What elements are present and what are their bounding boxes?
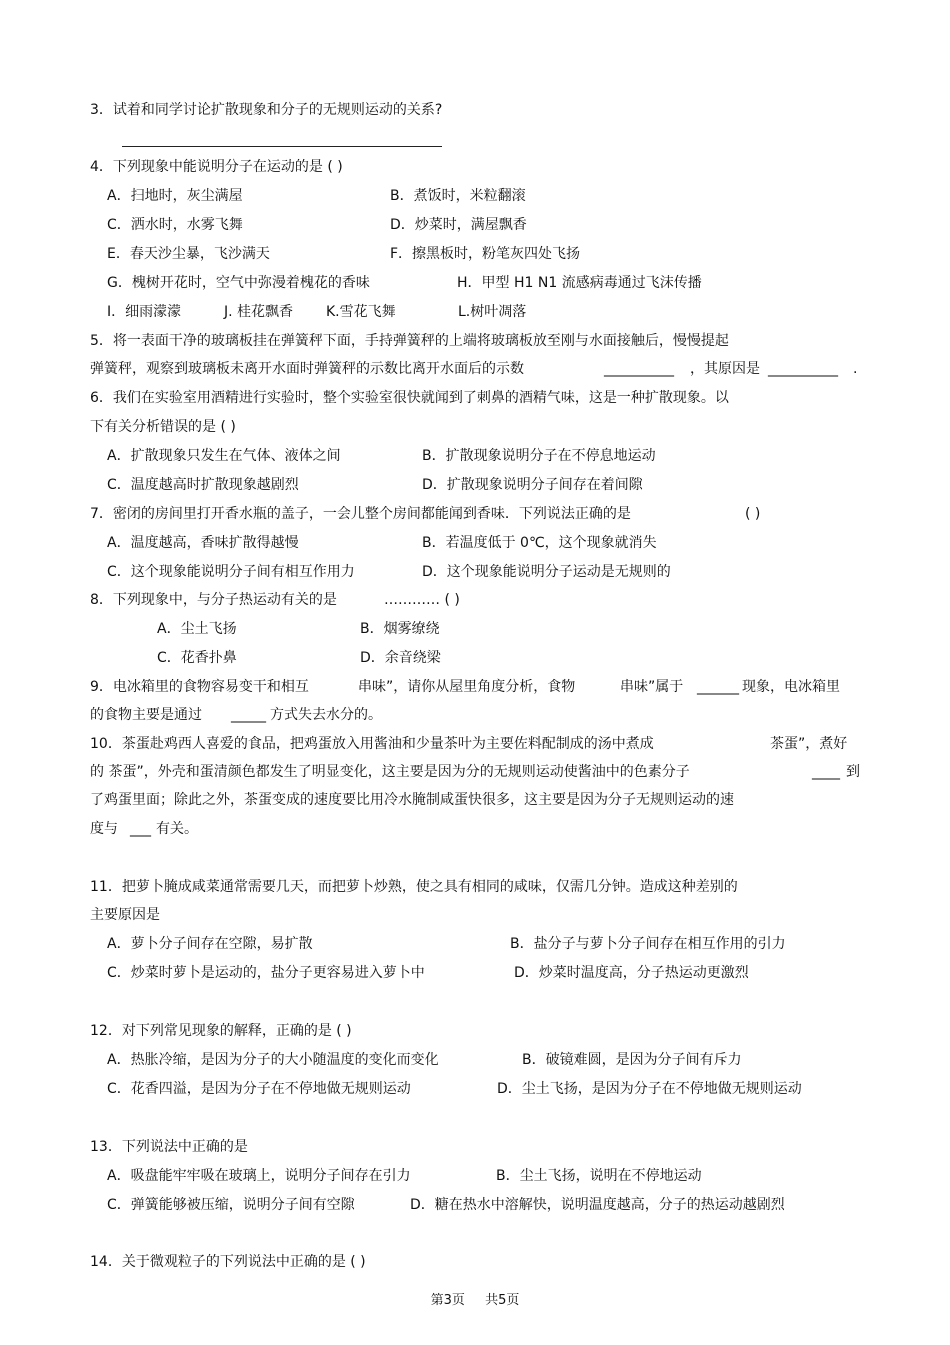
answer-line xyxy=(122,146,442,147)
option-i: I．细雨濛濛 xyxy=(107,304,182,320)
question-11-line-1: 11．把萝卜腌成咸菜通常需要几天，而把萝卜炒熟，使之具有相同的咸味，仅需几分钟。造成这种差别的 xyxy=(90,879,738,895)
question-9-line-2a: 的食物主要是通过 xyxy=(90,707,202,723)
option-g: G．槐树开花时，空气中弥漫着槐花的香味 xyxy=(107,275,370,291)
option-j: J. 桂花飘香 xyxy=(224,304,294,320)
question-10-line-2: 的 茶蛋”，外壳和蛋清颜色都发生了明显变化，这主要是因为分的无规则运动使酱油中的色素分子 xyxy=(90,764,690,780)
question-9-part-1: 9．电冰箱里的食物容易变干和相互 xyxy=(90,679,309,695)
option-k: K.雪花飞舞 xyxy=(326,304,396,320)
question-3-stem: 3．试着和同学讨论扩散现象和分子的无规则运动的关系? xyxy=(90,102,443,118)
option-b: B．盐分子与萝卜分子间存在相互作用的引力 xyxy=(510,936,786,952)
answer-blank: ____ xyxy=(812,764,840,780)
option-b: B．扩散现象说明分子在不停息地运动 xyxy=(422,448,656,464)
option-b: B．尘土飞扬，说明在不停地运动 xyxy=(496,1168,702,1184)
question-5-period: . xyxy=(853,361,858,377)
option-b: B．若温度低于 0℃，这个现象就消失 xyxy=(422,535,657,551)
question-14-stem: 14．关于微观粒子的下列说法中正确的是 ( ) xyxy=(90,1254,366,1270)
option-f: F．擦黑板时，粉笔灰四处飞扬 xyxy=(390,246,581,262)
option-d: D．炒菜时温度高，分子热运动更激烈 xyxy=(514,965,749,981)
question-10-part-1: 10．茶蛋赴鸡西人喜爱的食品，把鸡蛋放入用酱油和少量茶叶为主要佐料配制成的汤中煮成 xyxy=(90,736,654,752)
option-d: D．扩散现象说明分子间存在着间隙 xyxy=(422,477,643,493)
option-d: D．炒菜时，满屋飘香 xyxy=(390,217,527,233)
option-b: B．破镜难圆，是因为分子间有斥力 xyxy=(522,1052,742,1068)
question-9-part-3: 串味”属于 xyxy=(620,679,684,695)
question-10-line-4a: 度与 xyxy=(90,821,118,837)
option-l: L.树叶凋落 xyxy=(458,304,527,320)
question-12-stem: 12．对下列常见现象的解释，正确的是 ( ) xyxy=(90,1023,352,1039)
answer-blank: ______ xyxy=(697,679,739,695)
answer-parentheses: ( ) xyxy=(745,506,761,522)
question-10-line-3: 了鸡蛋里面；除此之外，茶蛋变成的速度要比用冷水腌制咸蛋快很多，这主要是因为分子无规则运动的速 xyxy=(90,792,734,808)
question-8-stem: 8．下列现象中，与分子热运动有关的是 xyxy=(90,592,337,608)
option-d: D．尘土飞扬，是因为分子在不停地做无规则运动 xyxy=(497,1081,802,1097)
answer-blank: __________ xyxy=(604,361,674,377)
option-e: E．春天沙尘暴，飞沙满天 xyxy=(107,246,270,262)
option-b: B．煮饭时，米粒翻滚 xyxy=(390,188,526,204)
question-5-line-2: 弹簧秤，观察到玻璃板未离开水面时弹簧秤的示数比离开水面后的示数 xyxy=(90,361,524,377)
option-a: A．吸盘能牢牢吸在玻璃上，说明分子间存在引力 xyxy=(107,1168,411,1184)
option-c: C．这个现象能说明分子间有相互作用力 xyxy=(107,564,355,580)
option-c: C．洒水时，水雾飞舞 xyxy=(107,217,243,233)
question-6-line-1: 6．我们在实验室用酒精进行实验时，整个实验室很快就闻到了刺鼻的酒精气味，这是一种扩散现象。以 xyxy=(90,390,729,406)
option-h: H．甲型 H1 N1 流感病毒通过飞沫传播 xyxy=(457,275,702,291)
option-a: A．扩散现象只发生在气体、液体之间 xyxy=(107,448,341,464)
option-c: C．花香四溢，是因为分子在不停地做无规则运动 xyxy=(107,1081,411,1097)
question-8-dots: ………… ( ) xyxy=(384,592,460,608)
question-9-part-4: 现象，电冰箱里 xyxy=(742,679,840,695)
page-footer xyxy=(0,1292,950,1310)
question-9-line-2b: 方式失去水分的。 xyxy=(270,707,382,723)
question-10-line-4b: 有关。 xyxy=(156,821,198,837)
option-a: A．萝卜分子间存在空隙，易扩散 xyxy=(107,936,313,952)
question-10-line-2-end: 到 xyxy=(846,764,860,780)
option-c: C．温度越高时扩散现象越剧烈 xyxy=(107,477,299,493)
option-d: D．糖在热水中溶解快，说明温度越高，分子的热运动越剧烈 xyxy=(410,1197,785,1213)
question-9-part-2: 串味”，请你从屋里角度分析，食物 xyxy=(358,679,576,695)
option-a: A．尘土飞扬 xyxy=(157,621,237,637)
option-c: C．花香扑鼻 xyxy=(157,650,237,666)
question-13-stem: 13．下列说法中正确的是 xyxy=(90,1139,248,1155)
option-b: B．烟雾缭绕 xyxy=(360,621,440,637)
option-d: D．余音绕梁 xyxy=(360,650,441,666)
question-7-stem: 7．密闭的房间里打开香水瓶的盖子，一会儿整个房间都能闻到香味．下列说法正确的是 xyxy=(90,506,631,522)
question-5-line-1: 5．将一表面干净的玻璃板挂在弹簧秤下面，手持弹簧秤的上端将玻璃板放至刚与水面接触后，慢慢提起 xyxy=(90,333,729,349)
option-a: A．扫地时，灰尘满屋 xyxy=(107,188,243,204)
question-10-part-2: 茶蛋”，煮好 xyxy=(770,736,848,752)
option-a: A．温度越高，香味扩散得越慢 xyxy=(107,535,299,551)
option-c: C．弹簧能够被压缩，说明分子间有空隙 xyxy=(107,1197,355,1213)
answer-blank: ___ xyxy=(130,821,151,837)
answer-blank: __________ xyxy=(768,361,838,377)
option-a: A．热胀冷缩，是因为分子的大小随温度的变化而变化 xyxy=(107,1052,439,1068)
answer-blank: _____ xyxy=(231,707,266,723)
question-11-line-2: 主要原因是 xyxy=(90,907,160,923)
question-5-connector: ，其原因是 xyxy=(690,361,760,377)
question-4-stem: 4．下列现象中能说明分子在运动的是 ( ) xyxy=(90,159,343,175)
page-total: 共5页 xyxy=(485,1293,520,1308)
page-number: 第3页 xyxy=(430,1293,465,1308)
option-d: D．这个现象能说明分子运动是无规则的 xyxy=(422,564,671,580)
question-6-line-2: 下有关分析错误的是 ( ) xyxy=(90,419,236,435)
option-c: C．炒菜时萝卜是运动的，盐分子更容易进入萝卜中 xyxy=(107,965,425,981)
